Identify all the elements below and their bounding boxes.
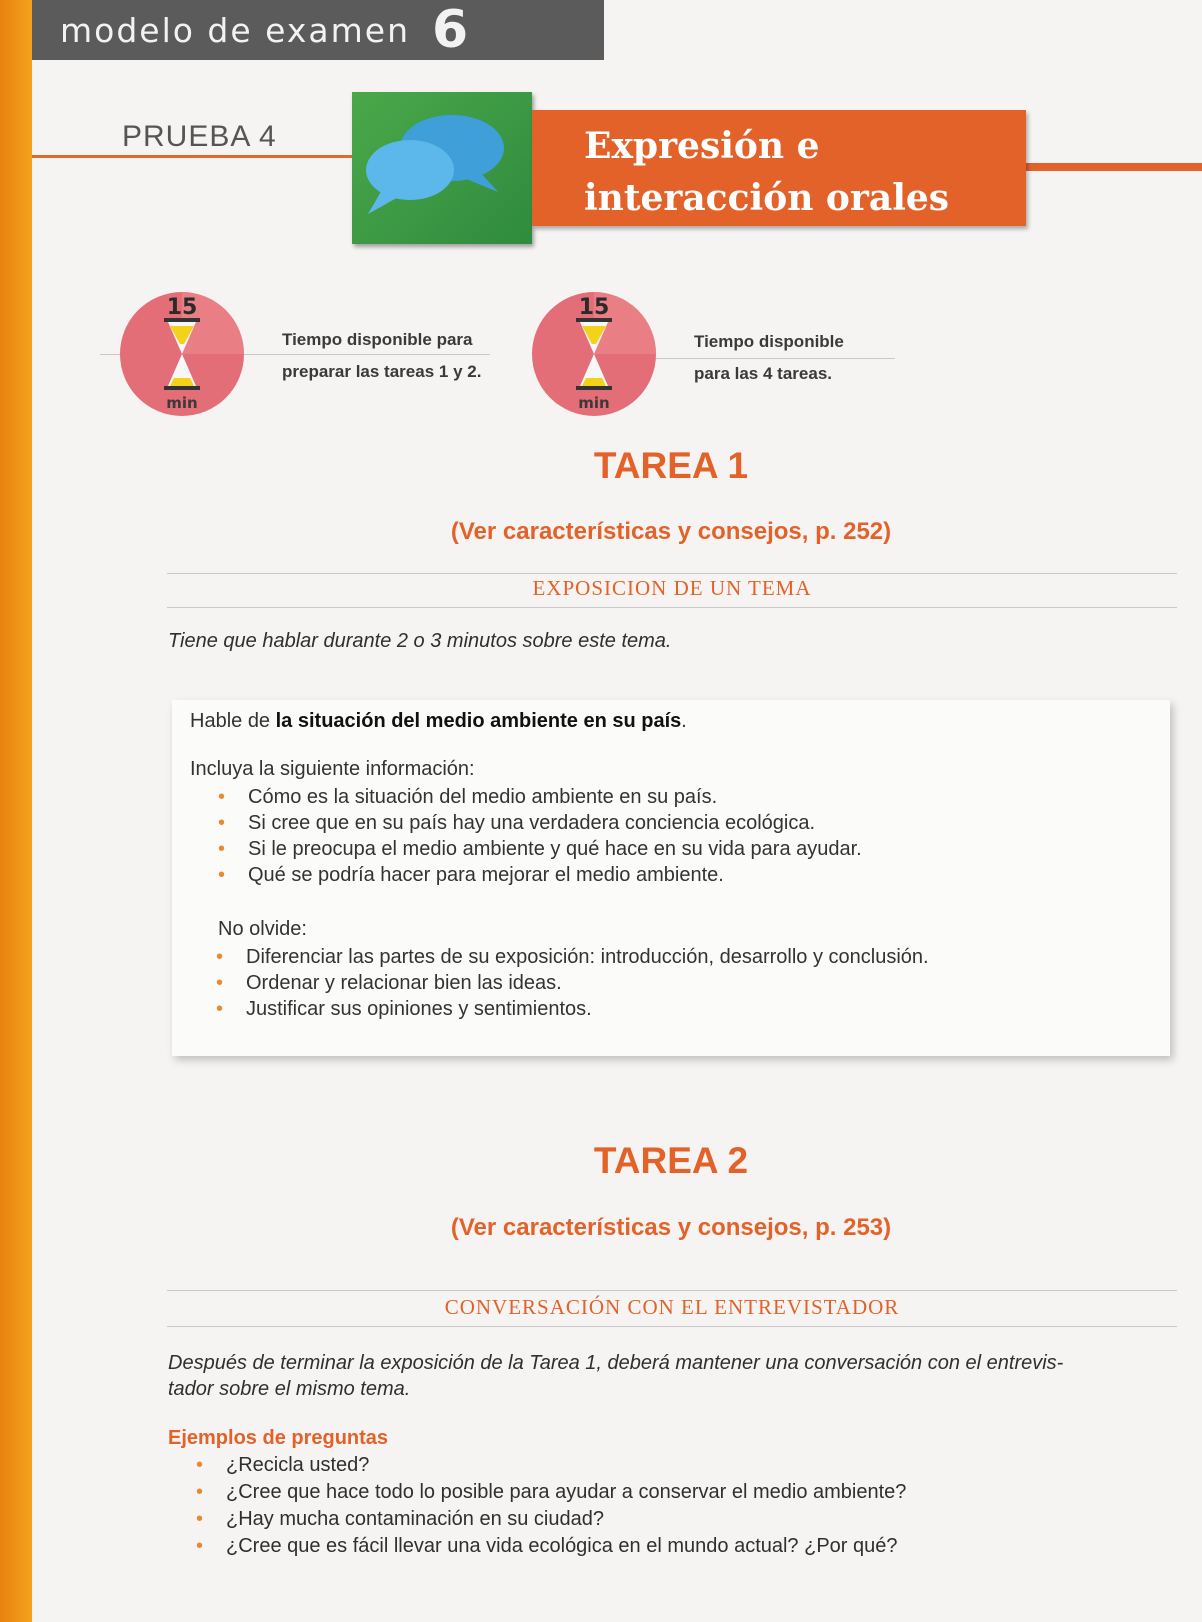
hourglass-timer-icon: [118, 290, 246, 418]
card-intro-bold: la situación del medio ambiente en su país: [275, 710, 682, 732]
timer-2-line2-pre: para las: [694, 364, 763, 383]
list-item: • Diferenciar las partes de su exposición: introducción, desarrollo y conclusión.: [216, 944, 1170, 970]
timer-2-line2-post: .: [827, 364, 833, 383]
timer-1-line2-post: .: [476, 362, 482, 381]
speech-bubbles-icon: [352, 92, 532, 244]
tarea-1-instruction: Tiene que hablar durante 2 o 3 minutos sobre este tema.: [168, 630, 672, 652]
title-line-2: interacción orales: [584, 177, 950, 219]
card-intro-pre: Hable de: [190, 710, 276, 732]
timer-minutes: 15: [578, 295, 610, 320]
timer-1-line2-pre: preparar las tareas: [282, 362, 439, 381]
list-item: • ¿Recicla usted?: [196, 1452, 906, 1479]
prueba-label: PRUEBA 4: [122, 120, 277, 153]
exam-number: 6: [432, 0, 471, 60]
list-item: • Cómo es la situación del medio ambiente en su país.: [218, 784, 1170, 810]
tarea-2-instruction-line1: Después de terminar la exposición de la Tarea 1, deberá mantener una conversación con el entrevis-: [168, 1352, 1064, 1374]
card-intro-post: .: [681, 710, 687, 732]
examples-list: [196, 1452, 906, 1560]
tarea-1-section: EXPOSICION DE UN TEMA: [532, 576, 812, 600]
timer-unit: min: [166, 394, 198, 412]
tarea-2-section: CONVERSACIÓN CON EL ENTREVISTADOR: [444, 1295, 900, 1319]
timer-1-text: [282, 324, 481, 388]
test-title: [532, 110, 1026, 226]
list-item: • Ordenar y relacionar bien las ideas.: [216, 970, 1170, 996]
timer-2-line2-bold: 4 tareas: [763, 364, 828, 383]
timer-1-line2: [282, 356, 481, 388]
remember-label: No olvide:: [218, 918, 307, 940]
banner-rule-left: [32, 155, 352, 158]
list-item: • ¿Cree que es fácil llevar una vida ecológica en el mundo actual? ¿Por qué?: [196, 1533, 906, 1560]
section-rule: [167, 1290, 1177, 1291]
examples-title: Ejemplos de preguntas: [168, 1427, 389, 1449]
section-rule: [167, 573, 1177, 574]
timer-2-line2: [694, 358, 844, 390]
timer-2-text: [694, 326, 844, 390]
hourglass-timer-icon: [530, 290, 658, 418]
tarea-1-title: TAREA 1: [593, 445, 749, 486]
tarea-2-instruction: [168, 1350, 1178, 1402]
tarea-2-instruction-line2: tador sobre el mismo tema.: [168, 1378, 411, 1400]
list-item: • Si le preocupa el medio ambiente y qué hace en su vida para ayudar.: [218, 836, 1170, 862]
list-item: • ¿Hay mucha contaminación en su ciudad?: [196, 1506, 906, 1533]
timer-1-line1: Tiempo disponible para: [282, 330, 473, 349]
list-item: • Justificar sus opiniones y sentimientos.: [216, 996, 1170, 1022]
timer-minutes: 15: [166, 295, 198, 320]
remember-list: [190, 944, 1170, 1022]
section-rule: [167, 607, 1177, 608]
page-edge-strip: [0, 0, 32, 1622]
timer-1-line2-bold: 1 y 2: [438, 362, 477, 381]
list-item: • Qué se podría hacer para mejorar el medio ambiente.: [218, 862, 1170, 888]
tarea-1-reference: (Ver características y consejos, p. 252): [450, 518, 892, 545]
banner-rule-right: [1025, 163, 1202, 171]
series-label: modelo de examen: [60, 10, 411, 50]
exam-header: [32, 0, 604, 60]
section-rule: [167, 1326, 1177, 1327]
tarea-2-reference: (Ver características y consejos, p. 253): [450, 1214, 892, 1241]
timer-2-line1: Tiempo disponible: [694, 332, 844, 351]
tarea-2-title: TAREA 2: [593, 1140, 749, 1181]
task-card: [172, 700, 1170, 1056]
include-list: [190, 784, 1170, 888]
list-item: • Si cree que en su país hay una verdadera conciencia ecológica.: [218, 810, 1170, 836]
list-item: • ¿Cree que hace todo lo posible para ayudar a conservar el medio ambiente?: [196, 1479, 906, 1506]
include-label: Incluya la siguiente información:: [190, 758, 475, 780]
timer-unit: min: [578, 394, 610, 412]
title-line-1: Expresión e: [584, 125, 820, 167]
card-intro: [190, 708, 1170, 734]
